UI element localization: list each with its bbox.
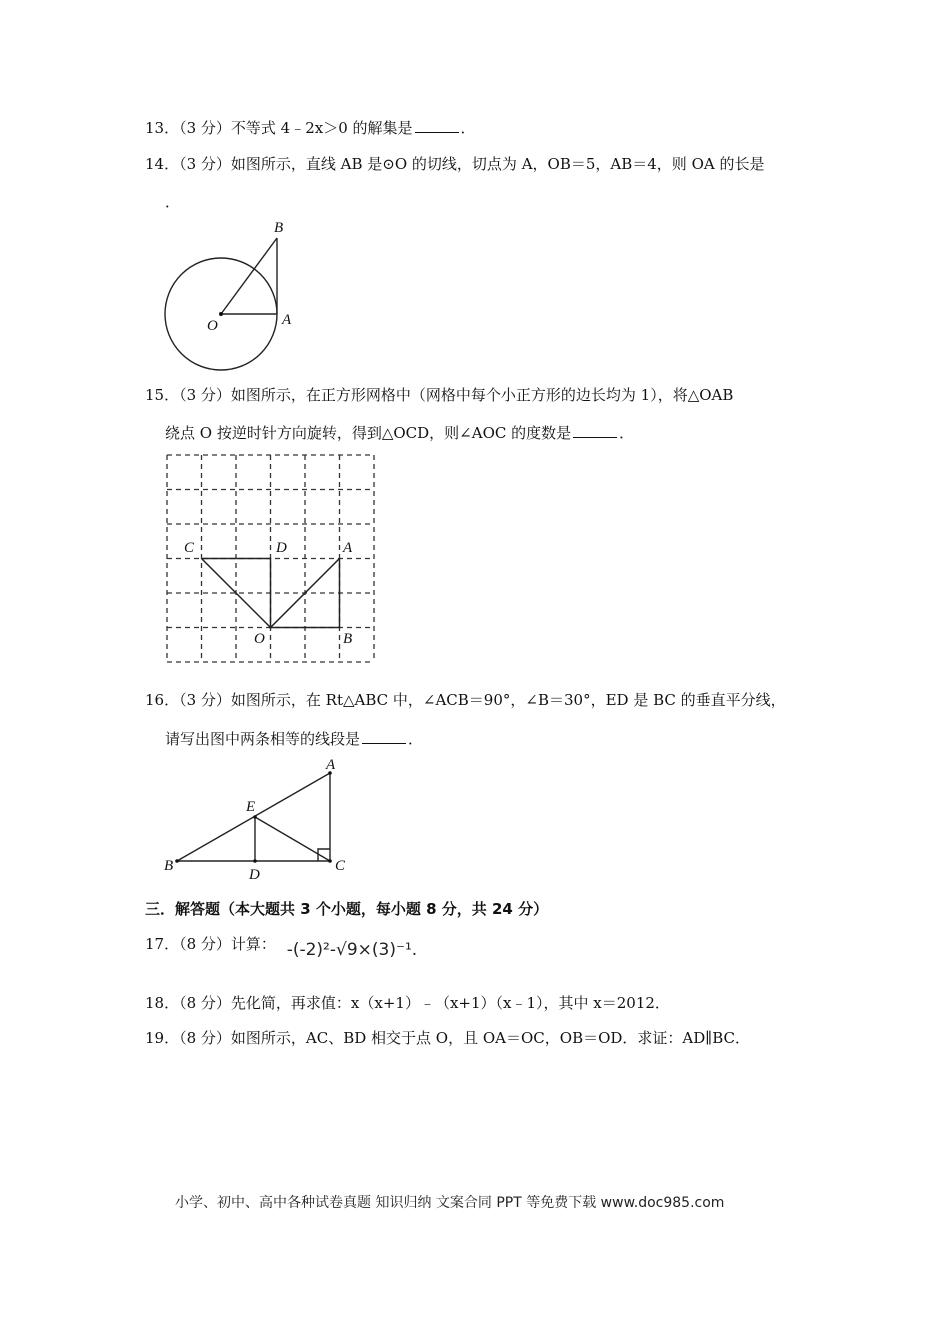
label-b: B xyxy=(164,858,174,874)
q13-answer-blank xyxy=(415,118,459,133)
question-19 xyxy=(145,1028,750,1048)
question-15 xyxy=(145,385,733,405)
question-14 xyxy=(145,154,764,174)
label-b: B xyxy=(274,220,284,236)
q15-score: （3 分） xyxy=(179,386,231,404)
page-footer: 小学、初中、高中各种试卷真题 知识归纳 文案合同 PPT 等免费下载 www.doc985.com xyxy=(175,1195,725,1211)
q13-number: 13． xyxy=(145,119,180,137)
label-a: A xyxy=(343,540,353,556)
label-o: O xyxy=(207,318,218,334)
question-13 xyxy=(145,118,476,138)
q13-text: 不等式 4﹣2x＞0 的解集是 xyxy=(230,119,413,137)
label-c: C xyxy=(184,540,195,556)
q17-formula: -(-2)²-√9×(3)⁻¹. xyxy=(286,940,418,960)
section-3-heading: 三．解答题（本大题共 3 个小题，每小题 8 分，共 24 分） xyxy=(145,900,549,918)
q16-answer-blank xyxy=(362,729,406,744)
q19-score: （8 分） xyxy=(179,1029,231,1047)
q18-text: 先化简，再求值：x（x+1）﹣（x+1）（x﹣1），其中 x＝2012． xyxy=(230,994,670,1012)
q13-score: （3 分） xyxy=(179,119,231,137)
q16-text-1: 如图所示，在 Rt△ABC 中，∠ACB＝90°，∠B＝30°，ED 是 BC 的垂直平分线， xyxy=(230,691,786,709)
label-d: D xyxy=(276,540,287,556)
q16-text-2: 请写出图中两条相等的线段是 xyxy=(165,730,361,748)
q14-number: 14． xyxy=(145,155,180,173)
q19-text: 如图所示，AC、BD 相交于点 O，且 OA＝OC，OB＝OD．求证：AD∥BC． xyxy=(230,1029,750,1047)
q15-answer-blank xyxy=(573,423,617,438)
segment-ec xyxy=(255,817,330,861)
label-o: O xyxy=(254,631,265,647)
q17-text: 计算： xyxy=(230,935,276,953)
label-c: C xyxy=(335,858,346,874)
q14-circle-figure xyxy=(160,216,300,376)
q16-triangle-figure xyxy=(160,755,360,885)
point-o xyxy=(219,312,223,316)
label-a: A xyxy=(326,757,336,773)
label-e: E xyxy=(246,799,256,815)
q14-end: ． xyxy=(165,193,181,211)
q19-number: 19． xyxy=(145,1029,180,1047)
q15-number: 15． xyxy=(145,386,180,404)
label-b: B xyxy=(343,631,353,647)
q14-text: 如图所示，直线 AB 是⊙O 的切线，切点为 A，OB＝5，AB＝4，则 OA 的长是 xyxy=(230,155,765,173)
q14-score: （3 分） xyxy=(179,155,231,173)
q18-score: （8 分） xyxy=(179,994,231,1012)
q17-number: 17． xyxy=(145,935,180,953)
label-a: A xyxy=(282,312,292,328)
question-18 xyxy=(145,993,670,1013)
q16-score: （3 分） xyxy=(179,691,231,709)
question-17 xyxy=(145,934,418,960)
q16-line-2 xyxy=(165,729,423,749)
q15-text-1: 如图所示，在正方形网格中（网格中每个小正方形的边长均为 1），将△OAB xyxy=(230,386,734,404)
q15-grid-figure xyxy=(160,450,385,670)
q18-number: 18． xyxy=(145,994,180,1012)
q15-text-2: 绕点 O 按逆时针方向旋转，得到△OCD，则∠AOC 的度数是 xyxy=(165,424,572,442)
q17-score: （8 分） xyxy=(179,935,231,953)
q15-line-2 xyxy=(165,423,634,443)
q16-number: 16． xyxy=(145,691,180,709)
q13-end: ． xyxy=(460,119,476,137)
q16-end: ． xyxy=(408,730,424,748)
q15-end: ． xyxy=(619,424,635,442)
segment-ob xyxy=(221,238,277,314)
label-d: D xyxy=(249,867,260,883)
question-16 xyxy=(145,690,786,710)
